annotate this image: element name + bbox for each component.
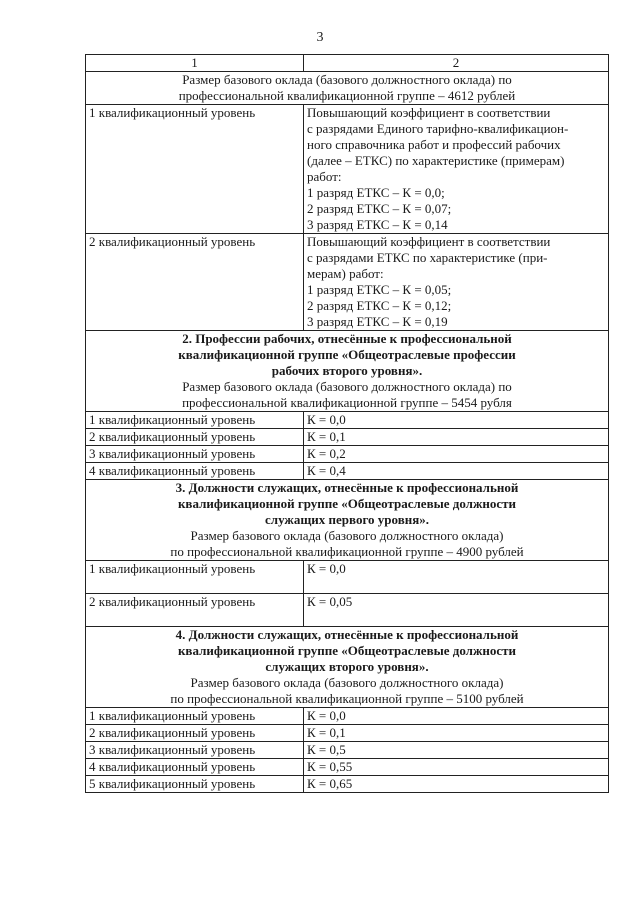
section4-title-line3: служащих второго уровня». — [265, 659, 429, 674]
section4-row-1 — [86, 708, 609, 725]
section4-row-5 — [86, 776, 609, 793]
section3-title-line2: квалификационной группе «Общеотраслевые должности — [177, 496, 517, 511]
section4-level-5: 5 квалификационный уровень — [86, 776, 304, 793]
section4-k-1: К = 0,0 — [304, 708, 609, 725]
section2-k-3: К = 0,2 — [304, 446, 609, 463]
section2-row-3 — [86, 446, 609, 463]
section1-salary — [86, 72, 609, 105]
section3-header — [86, 480, 609, 561]
section3-level-2: 2 квалификационный уровень — [86, 594, 304, 627]
section2-k-1: К = 0,0 — [304, 412, 609, 429]
section3-k-1: К = 0,0 — [304, 561, 609, 594]
desc-line: 1 разряд ЕТКС – К = 0,05; — [307, 282, 452, 297]
desc-line: 2 разряд ЕТКС – К = 0,12; — [307, 298, 452, 313]
section2-header-row — [86, 331, 609, 412]
page-number: 3 — [316, 30, 324, 45]
section1-salary-line2: профессиональной квалификационной группе – 4612 рублей — [178, 88, 516, 103]
section2-salary-line1: Размер базового оклада (базового должностного оклада) по — [182, 379, 512, 394]
desc-line: 3 разряд ЕТКС – К = 0,19 — [307, 314, 448, 329]
section1-salary-row — [86, 72, 609, 105]
desc-line: 1 разряд ЕТКС – К = 0,0; — [307, 185, 445, 200]
section3-row-2 — [86, 594, 609, 627]
section4-row-3 — [86, 742, 609, 759]
desc-line: работ: — [307, 169, 342, 184]
section2-level-4: 4 квалификационный уровень — [86, 463, 304, 480]
section1-row-1 — [86, 105, 609, 234]
section2-k-4: К = 0,4 — [304, 463, 609, 480]
section1-salary-line1: Размер базового оклада (базового должностного оклада) по — [182, 72, 512, 87]
section2-title-line1: 2. Профессии рабочих, отнесённые к профессиональной — [182, 331, 512, 346]
column-number-1: 1 — [86, 55, 304, 72]
section4-title-line1: 4. Должности служащих, отнесённые к профессиональной — [175, 627, 519, 642]
section4-row-2 — [86, 725, 609, 742]
section4-k-5: К = 0,65 — [304, 776, 609, 793]
section3-k-2: К = 0,05 — [304, 594, 609, 627]
section2-level-3: 3 квалификационный уровень — [86, 446, 304, 463]
qualification-table — [85, 54, 609, 793]
desc-line: 3 разряд ЕТКС – К = 0,14 — [307, 217, 448, 232]
section4-level-3: 3 квалификационный уровень — [86, 742, 304, 759]
section3-salary-line1: Размер базового оклада (базового должностного оклада) — [190, 528, 504, 543]
section1-level-1: 1 квалификационный уровень — [86, 105, 304, 234]
section3-salary-line2: по профессиональной квалификационной группе – 4900 рублей — [170, 544, 524, 559]
section3-title-line1: 3. Должности служащих, отнесённые к профессиональной — [175, 480, 519, 495]
section4-level-1: 1 квалификационный уровень — [86, 708, 304, 725]
section2-level-1: 1 квалификационный уровень — [86, 412, 304, 429]
section2-salary-line2: профессиональной квалификационной группе – 5454 рубля — [182, 395, 512, 410]
section2-row-1 — [86, 412, 609, 429]
section2-k-2: К = 0,1 — [304, 429, 609, 446]
section2-title-line3: рабочих второго уровня». — [271, 363, 423, 378]
column-number-row — [86, 55, 609, 72]
section4-k-2: К = 0,1 — [304, 725, 609, 742]
section4-level-4: 4 квалификационный уровень — [86, 759, 304, 776]
section4-header — [86, 627, 609, 708]
section2-level-2: 2 квалификационный уровень — [86, 429, 304, 446]
column-number-2: 2 — [304, 55, 609, 72]
section3-row-1 — [86, 561, 609, 594]
section4-row-4 — [86, 759, 609, 776]
section2-header — [86, 331, 609, 412]
section1-row-2 — [86, 234, 609, 331]
desc-line: ного справочника работ и профессий рабочих — [307, 137, 561, 152]
desc-line: 2 разряд ЕТКС – К = 0,07; — [307, 201, 452, 216]
desc-line: с разрядами Единого тарифно-квалификацион- — [307, 121, 569, 136]
section1-level-2: 2 квалификационный уровень — [86, 234, 304, 331]
section1-desc-2 — [304, 234, 609, 331]
section4-header-row — [86, 627, 609, 708]
section4-level-2: 2 квалификационный уровень — [86, 725, 304, 742]
section4-salary-line1: Размер базового оклада (базового должностного оклада) — [190, 675, 504, 690]
desc-line: Повышающий коэффициент в соответствии — [307, 105, 551, 120]
section4-k-3: К = 0,5 — [304, 742, 609, 759]
desc-line: Повышающий коэффициент в соответствии — [307, 234, 551, 249]
section2-title-line2: квалификационной группе «Общеотраслевые профессии — [178, 347, 516, 362]
desc-line: (далее – ЕТКС) по характеристике (примерам) — [307, 153, 565, 168]
section4-k-4: К = 0,55 — [304, 759, 609, 776]
section3-level-1: 1 квалификационный уровень — [86, 561, 304, 594]
desc-line: мерам) работ: — [307, 266, 384, 281]
section1-desc-1 — [304, 105, 609, 234]
section4-salary-line2: по профессиональной квалификационной группе – 5100 рублей — [170, 691, 524, 706]
section2-row-4 — [86, 463, 609, 480]
section2-row-2 — [86, 429, 609, 446]
section3-header-row — [86, 480, 609, 561]
desc-line: с разрядами ЕТКС по характеристике (при- — [307, 250, 548, 265]
section4-title-line2: квалификационной группе «Общеотраслевые должности — [177, 643, 517, 658]
section3-title-line3: служащих первого уровня». — [265, 512, 429, 527]
